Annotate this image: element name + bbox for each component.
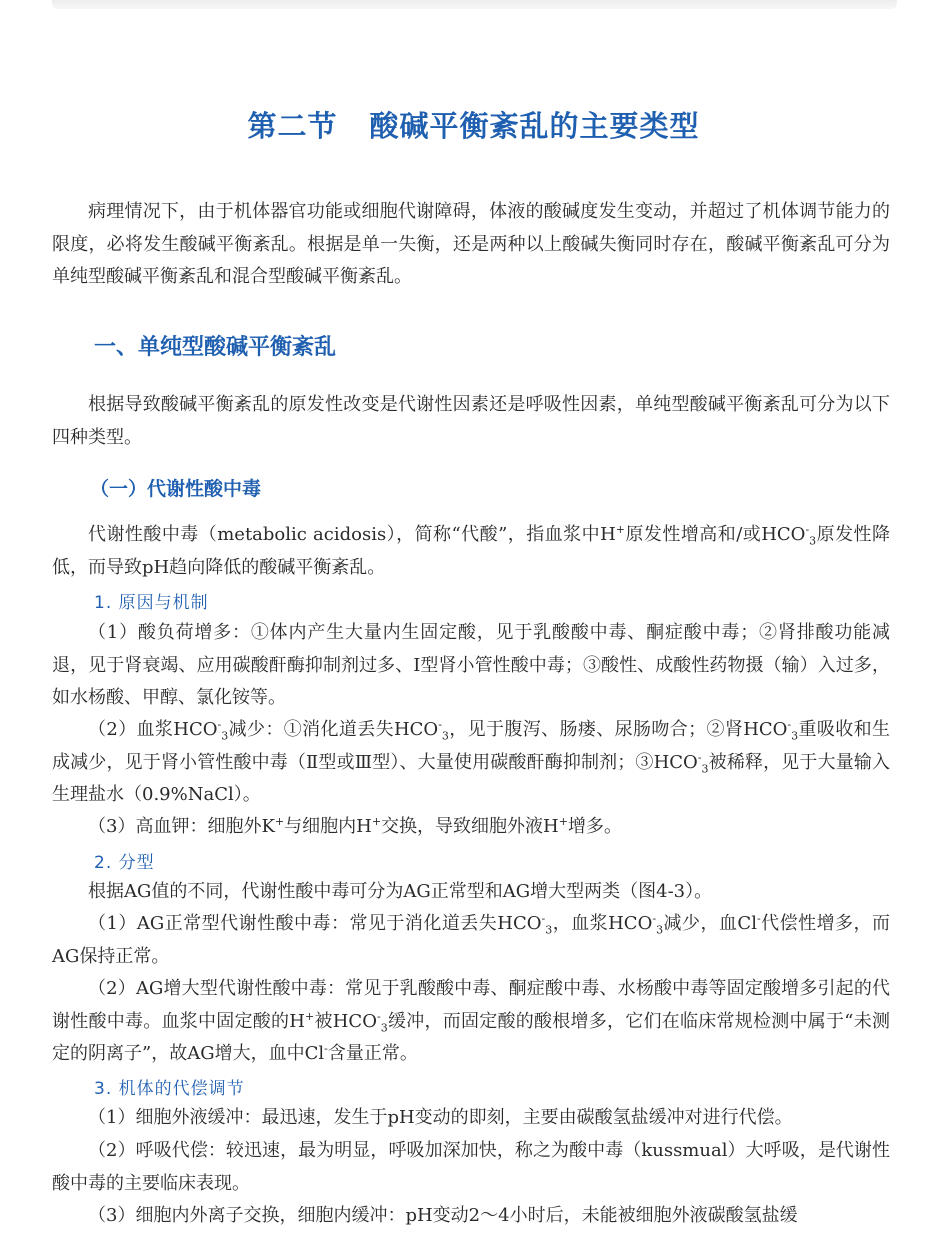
intro-paragraph: 病理情况下，由于机体器官功能或细胞代谢障碍，体液的酸碱度发生变动，并超过了机体调节能力的限度，必将发生酸碱平衡紊乱。根据是单一失衡，还是两种以上酸碱失衡同时存在，酸碱平衡紊乱可分为单纯型酸碱平衡紊乱和混合型酸碱平衡紊乱。 [52,201,890,287]
classification-paragraph: 根据AG值的不同，代谢性酸中毒可分为AG正常型和AG增大型两类（图4-3）。 [88,881,713,902]
subheading-classification: 2. 分型 [94,853,155,873]
section-name: 酸碱平衡紊乱的主要类型 [369,109,700,143]
definition-paragraph: 代谢性酸中毒（metabolic acidosis），简称“代酸”，指血浆中H+原发性增高和/或$HCO^-_3$原发性降低，而导致pH趋向降低的酸碱平衡紊乱。 [52,523,891,578]
page-top-band [52,0,897,9]
page-title [0,104,947,145]
heading-simple-disorders: 一、单纯型酸碱平衡紊乱 [94,334,337,360]
subheading-compensation: 3. 机体的代偿调节 [94,1079,245,1099]
cause-hyperkalemia: （3）高血钾：细胞外K+与细胞内H+交换，导致细胞外液H+增多。 [88,815,622,837]
ag-increased-paragraph: （2）AG增大型代谢性酸中毒：常见于乳酸酸中毒、酮症酸中毒、水杨酸中毒等固定酸增多引起的代谢性酸中毒。血浆中固定酸的H+被$HCO^-_3$缓冲，而固定酸的酸根增多，它们在临床常规检测中属于“未测定的阴离子”，故AG增大，血中Cl-含量正常。 [52,978,890,1064]
cause-bicarbonate-loss: （2）血浆$HCO^-_3$减少：①消化道丢失$HCO^-_3$，见于腹泻、肠瘘、尿肠吻合；②肾$HCO^-_3$重吸收和生成减少，见于肾小管性酸中毒（Ⅱ型或Ⅲ型）、大量使用碳酸酐酶抑制剂；$③HCO^-_3$被稀释，见于大量输入生理盐水（0.9%NaCl）。 [52,718,890,805]
compensation-intracellular: （3）细胞内外离子交换，细胞内缓冲：pH变动2～4小时后，未能被细胞外液碳酸氢盐缓 [88,1205,798,1226]
ag-normal-paragraph: （1）AG正常型代谢性酸中毒：常见于消化道丢失$HCO^-_3$，血浆$HCO^-_3$减少，血Cl-代偿性增多，而AG保持正常。 [52,912,891,967]
subheading-causes: 1. 原因与机制 [94,593,209,613]
section-number: 第二节 [247,109,338,143]
simple-types-paragraph: 根据导致酸碱平衡紊乱的原发性改变是代谢性因素还是呼吸性因素，单纯型酸碱平衡紊乱可分为以下四种类型。 [52,394,890,448]
compensation-extracellular: （1）细胞外液缓冲：最迅速，发生于pH变动的即刻，主要由碳酸氢盐缓冲对进行代偿。 [88,1107,793,1128]
cause-acid-load: （1）酸负荷增多：①体内产生大量内生固定酸，见于乳酸酸中毒、酮症酸中毒；②肾排酸功能减退，见于肾衰竭、应用碳酸酐酶抑制剂过多、Ⅰ型肾小管性酸中毒；③酸性、成酸性药物摄（输）入过多，如水杨酸、甲醇、氯化铵等。 [52,622,890,708]
compensation-respiratory: （2）呼吸代偿：较迅速，最为明显，呼吸加深加快，称之为酸中毒（kussmual）大呼吸，是代谢性酸中毒的主要临床表现。 [52,1140,890,1194]
heading-metabolic-acidosis: （一）代谢性酸中毒 [90,478,262,500]
